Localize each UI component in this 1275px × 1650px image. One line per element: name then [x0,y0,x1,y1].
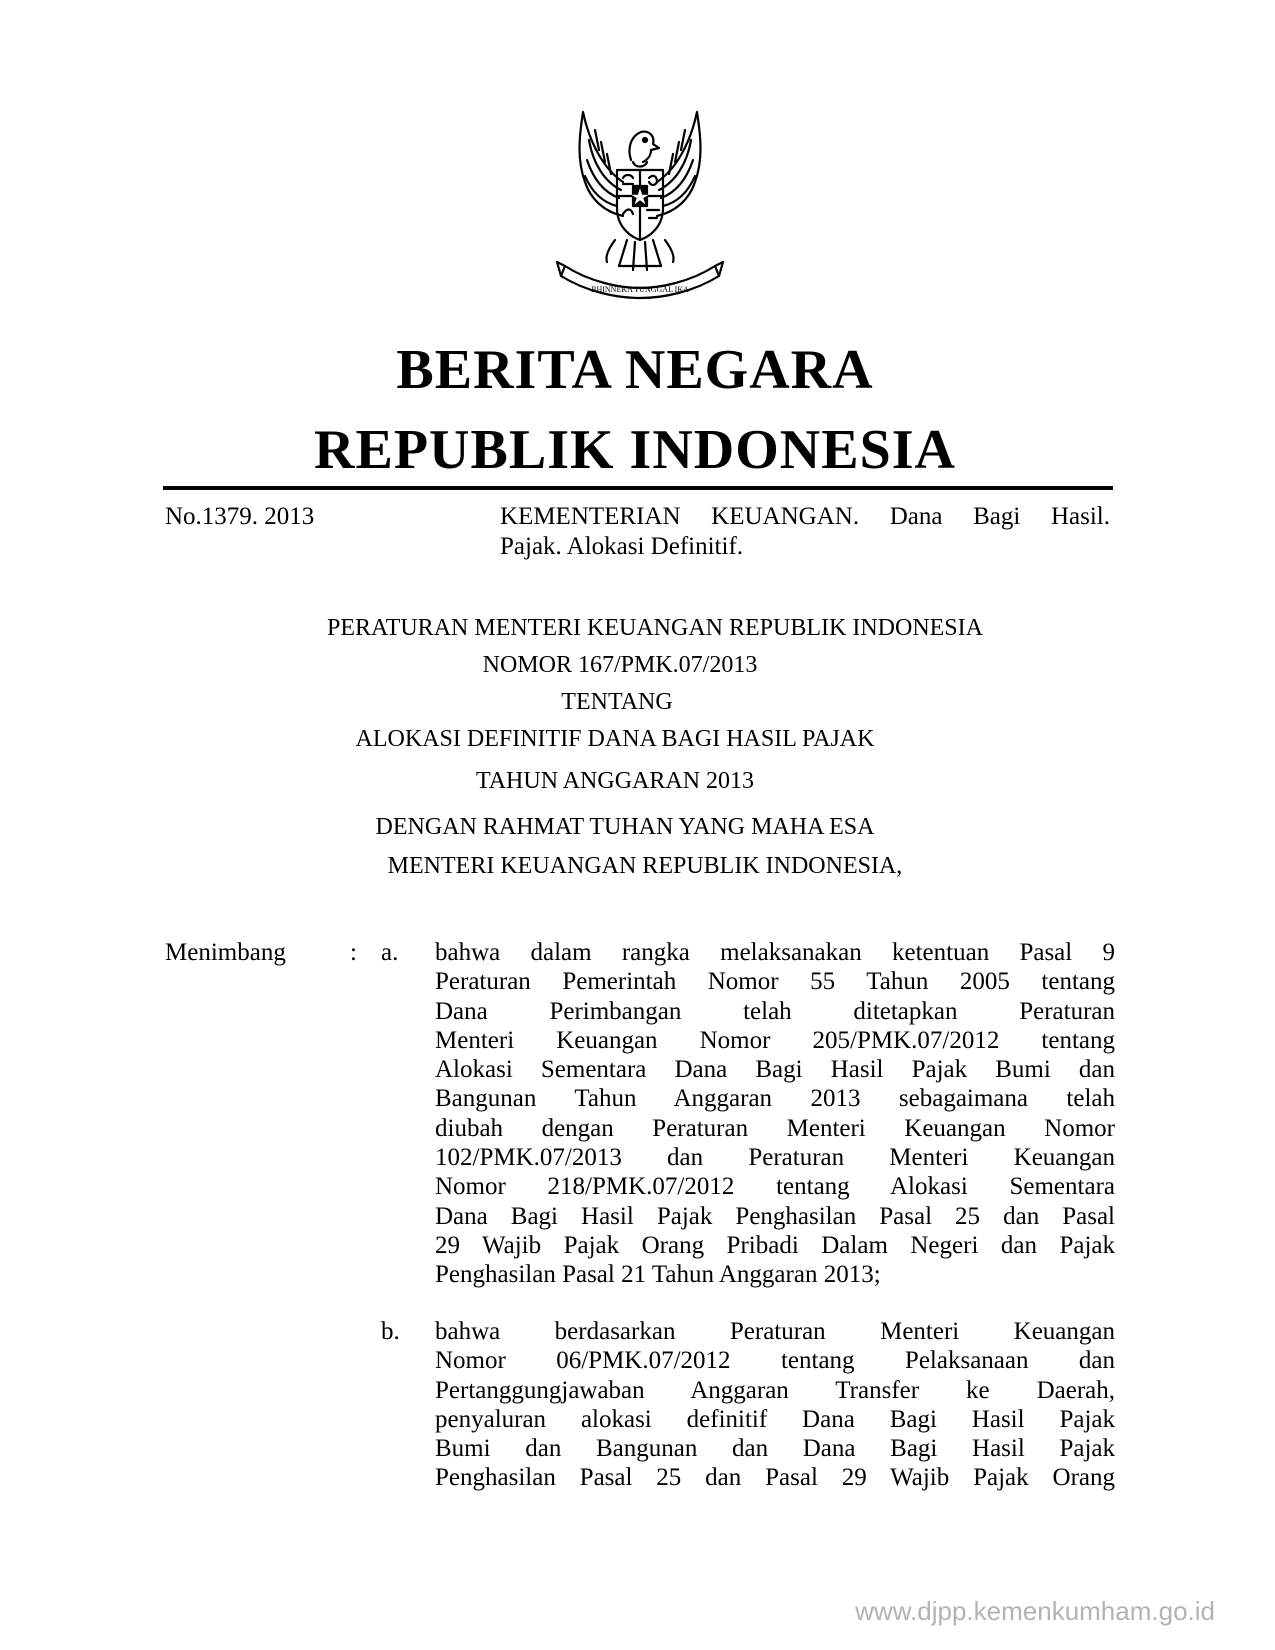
clause-a-text [435,938,1115,1290]
gazette-number: No.1379. 2013 [165,503,315,530]
regulation-issuer: MENTERI KEUANGAN REPUBLIK INDONESIA, [387,853,903,879]
gazette-subject-line1: KEMENTERIAN KEUANGAN. Dana Bagi Hasil. [500,503,1110,530]
regulation-subject-line2: TAHUN ANGGARAN 2013 [475,768,755,794]
clause-line: Pertanggungjawaban Anggaran Transfer ke Daerah, [435,1376,1115,1404]
clause-a-marker: a. [381,939,399,966]
garuda-emblem-icon [535,90,745,300]
gazette-masthead-line2: REPUBLIK INDONESIA [314,419,956,481]
clause-line: Nomor 218/PMK.07/2012 tentang Alokasi Sementara [435,1173,1115,1201]
masthead-divider [163,486,1113,490]
clause-line: bahwa dalam rangka melaksanakan ketentuan Pasal 9 [435,939,1115,966]
clause-line: Bumi dan Bangunan dan Dana Bagi Hasil Pajak [435,1435,1115,1463]
regulation-subject-line1: ALOKASI DEFINITIF DANA BAGI HASIL PAJAK [355,726,875,752]
clause-line: Menteri Keuangan Nomor 205/PMK.07/2012 tentang [435,1026,1115,1054]
clause-line: Bangunan Tahun Anggaran 2013 sebagaimana telah [435,1085,1115,1113]
clause-line: 102/PMK.07/2013 dan Peraturan Menteri Keuangan [435,1144,1115,1172]
regulation-number: NOMOR 167/PMK.07/2013 [482,652,758,678]
clause-line: Penghasilan Pasal 21 Tahun Anggaran 2013; [435,1261,881,1289]
regulation-title: PERATURAN MENTERI KEUANGAN REPUBLIK INDONESIA [327,615,983,641]
clause-line: Nomor 06/PMK.07/2012 tentang Pelaksanaan dan [435,1347,1115,1375]
clause-line: Dana Perimbangan telah ditetapkan Peraturan [435,997,1115,1025]
clause-line: Penghasilan Pasal 25 dan Pasal 29 Wajib Pajak Orang [435,1464,1115,1492]
clause-line: Peraturan Pemerintah Nomor 55 Tahun 2005 tentang [435,968,1115,996]
clause-line: diubah dengan Peraturan Menteri Keuangan Nomor [435,1114,1115,1142]
regulation-about: TENTANG [561,689,673,715]
clause-b-text [435,1317,1115,1493]
clause-b-marker: b. [381,1318,400,1345]
clause-line: Dana Bagi Hasil Pajak Penghasilan Pasal 25 dan Pasal [435,1202,1115,1230]
clause-line: Alokasi Sementara Dana Bagi Hasil Pajak Bumi dan [435,1056,1115,1084]
clause-line: bahwa berdasarkan Peraturan Menteri Keuangan [435,1318,1115,1345]
considering-colon: : [350,939,357,966]
gazette-masthead-line1: BERITA NEGARA [396,339,874,401]
emblem-motto: BHINNEKA TUNGGAL IKA [591,285,689,294]
clause-line: 29 Wajib Pajak Orang Pribadi Dalam Negeri dan Pajak [435,1231,1115,1259]
gazette-subject [500,502,1110,562]
clause-line: penyaluran alokasi definitif Dana Bagi Hasil Pajak [435,1405,1115,1433]
regulation-invocation: DENGAN RAHMAT TUHAN YANG MAHA ESA [375,814,875,840]
gazette-subject-line2: Pajak. Alokasi Definitif. [500,533,744,560]
considering-label: Menimbang [165,939,286,966]
footer-url: www.djpp.kemenkumham.go.id [855,1596,1215,1626]
